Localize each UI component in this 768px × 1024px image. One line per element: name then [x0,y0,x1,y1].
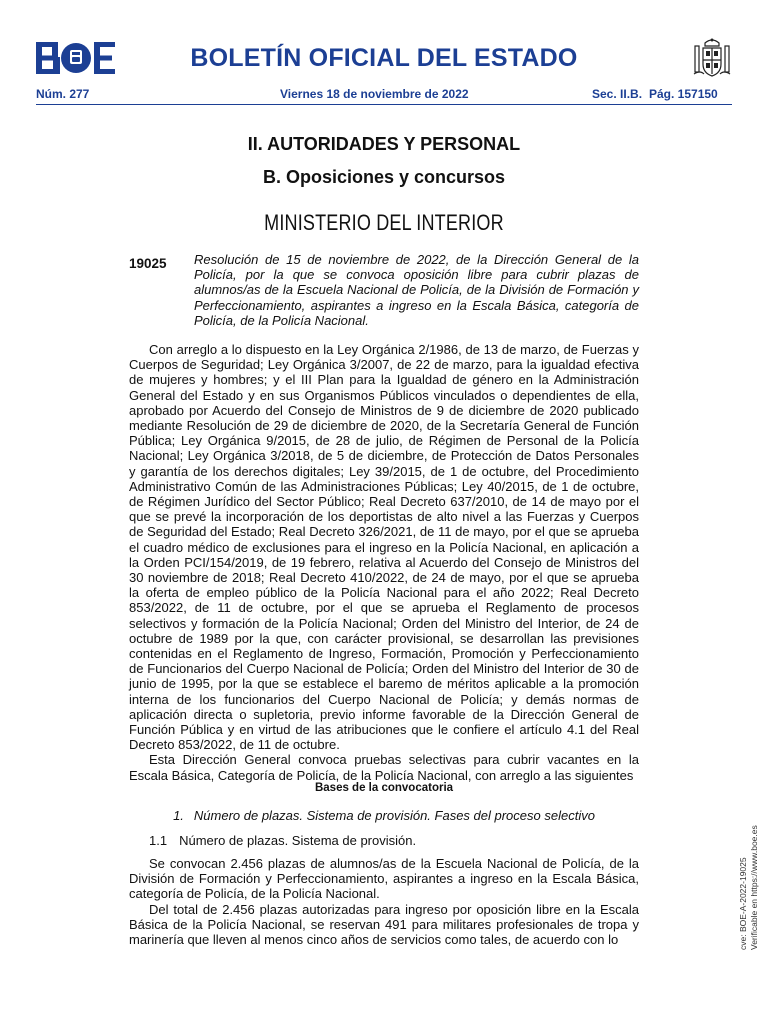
base-1-heading [129,808,639,823]
base-1-number: 1. [173,808,184,823]
verification-link: Verificable en https://www.boe.es [749,825,759,950]
base-1-title: Número de plazas. Sistema de provisión. Fases del proceso selectivo [193,808,595,823]
issue-number: Núm. 277 [36,87,90,101]
section-heading: II. AUTORIDADES Y PERSONAL [247,134,521,154]
cve-code: cve: BOE-A-2022-19025 [738,857,748,950]
coat-of-arms-icon [692,36,732,80]
boe-logo [36,42,116,74]
bases-body [129,856,639,947]
verification-sidebar [738,810,760,950]
preamble-paragraph: Esta Dirección General convoca pruebas selectivas para cubrir vacantes en la Escala Básica, Categoría de Policía, de la Policía Nacional, con arreglo a las siguientes [129,752,639,783]
journal-title: BOLETÍN OFICIAL DEL ESTADO [190,44,578,72]
issue-meta-bar [36,86,732,105]
preamble-body [129,342,639,783]
bases-title: Bases de la convocatoria [314,782,454,794]
resolution-summary: Resolución de 15 de noviembre de 2022, de la Dirección General de la Policía, por la que se convoca oposición libre para cubrir plazas de alumnos/as de la Escuela Nacional de Policía, de la División de Formación y Perfeccionamiento, aspirantes a ingreso en la Escala Básica, categoría de Policía, de la Policía Nacional. [194,252,639,328]
resolution-number: 19025 [129,256,167,271]
ministry-heading: MINISTERIO DEL INTERIOR [264,210,504,235]
base-1-1-title: Número de plazas. Sistema de provisión. [179,833,417,848]
subsection-heading: B. Oposiciones y concursos [262,167,506,187]
issue-date: Viernes 18 de noviembre de 2022 [280,87,469,101]
base-1-1-heading [149,833,416,848]
preamble-paragraph: Con arreglo a lo dispuesto en la Ley Orgánica 2/1986, de 13 de marzo, de Fuerzas y Cuerpos de Seguridad; Ley Orgánica 3/2007, de 22 de marzo, para la igualdad efectiva de mujeres y hombres; y el III Plan para la Igualdad de género en la Administración General del Estado y en sus Organismos Públicos vinculados o dependientes de ella, aprobado por Acuerdo del Consejo de Ministros de 9 de diciembre de 2020 publicado mediante Resolución de 29 de diciembre de 2020, de la Secretaría General de Función Pública; Ley Orgánica 9/2015, de 28 de julio, de Régimen de Personal de la Policía Nacional; Ley Orgánica 3/2018, de 5 de diciembre, de Protección de Datos Personales y garantía de los derechos digitales; Ley 39/2015, de 1 de octubre, del Procedimiento Administrativo Común de las Administraciones Públicas; Ley 40/2015, de 1 de octubre, de Régimen Jurídico del Sector Público; Real Decreto 637/2010, de 14 de mayo por el que se prevé la incorporación de los deportistas de alto nivel a las Fuerzas y Cuerpos de Seguridad del Estado; Real Decreto 326/2021, de 11 de mayo, por el que se aprueba el cuadro médico de exclusiones para el ingreso en la Policía Nacional, en aplicación a la Orden PCI/154/2019, de 19 febrero, relativa al Acuerdo del Consejo de Ministros del 30 noviembre de 2018; Real Decreto 410/2022, de 24 de mayo, por el que se aprueba la oferta de empleo público de la Policía Nacional para el año 2022; Real Decreto 853/2022, de 11 de octubre, por el que se aprueba el Reglamento de procesos selectivos y formación de la Policía Nacional; Orden del Ministro del Interior, de 24 de octubre de 1989 por la que, con carácter provisional, se desarrollan las previsiones contenidas en el Reglamento de Ingreso, Formación, Promoción y Perfeccionamiento de Funcionarios del Cuerpo Nacional de Policía; Orden del Ministro del Interior de 30 de junio de 1995, por la que se establece el baremo de méritos aplicable a la promoción interna de los funcionarios del Cuerpo Nacional de Policía; y demás normas de aplicación directa o supletoria, previo informe favorable de la Dirección General de Función Pública y en virtud de las atribuciones que le confiere el artículo 4.1 del Real Decreto 853/2022, de 11 de octubre. [129,342,639,753]
section-code: Sec. II.B. [592,87,643,101]
page-number: Pág. 157150 [649,87,718,101]
bases-paragraph: Se convocan 2.456 plazas de alumnos/as de la Escuela Nacional de Policía, de la División de Formación y Perfeccionamiento, aspirantes a ingreso en la Escala Básica, categoría de Policía, de la Policía Nacional. [129,856,639,902]
base-1-1-number: 1.1 [149,833,168,848]
bases-paragraph: Del total de 2.456 plazas autorizadas para ingreso por oposición libre en la Escala Básica de la Policía Nacional, se reservan 491 para militares profesionales de tropa y marinería que lleven al menos cinco años de servicios como tales, de acuerdo con lo [129,901,639,948]
